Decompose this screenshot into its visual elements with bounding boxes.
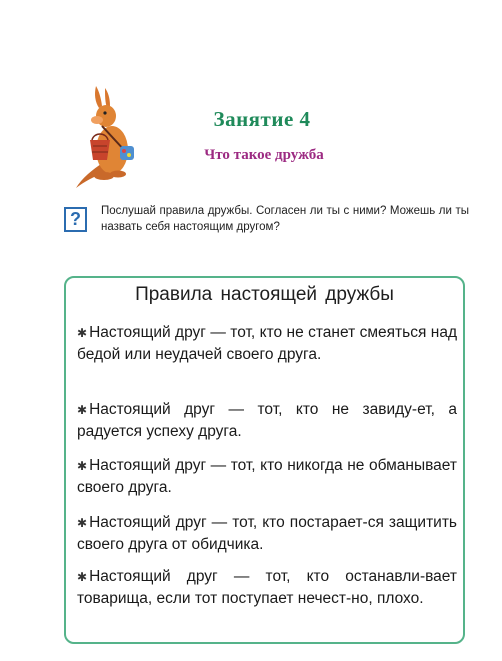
rule-item (77, 455, 457, 499)
lesson-subtitle: Что такое дружба (204, 147, 324, 163)
rule-text: Настоящий друг — тот, кто постарает-ся защитить своего друга от обидчика. (77, 514, 457, 553)
rule-text: Настоящий друг — тот, кто не завиду-ет, а радуется успеху друга. (77, 401, 457, 440)
kangaroo-illustration (74, 84, 138, 190)
rule-text: Настоящий друг — тот, кто никогда не обманывает своего друга. (77, 457, 457, 496)
bullet-star-icon: ✱ (77, 516, 88, 530)
bullet-star-icon: ✱ (77, 403, 88, 417)
rule-text: Настоящий друг — тот, кто останавли-вает товарища, если тот поступает нечест-но, плохо. (77, 568, 457, 607)
question-icon: ? (64, 207, 87, 232)
rule-item (77, 399, 457, 443)
lesson-title: Занятие 4 (213, 107, 311, 131)
rules-title: Правила настоящей дружбы (135, 284, 394, 305)
rule-item (77, 566, 457, 610)
bullet-star-icon: ✱ (77, 459, 88, 473)
rule-item (77, 512, 457, 556)
rules-panel (64, 276, 465, 644)
bullet-star-icon: ✱ (77, 326, 88, 340)
bullet-star-icon: ✱ (77, 570, 88, 584)
intro-text: Послушай правила дружбы. Согласен ли ты с ними? Можешь ли ты назвать себя настоящим другом? (101, 205, 469, 233)
rule-text: Настоящий друг — тот, кто не станет смеяться над бедой или неудачей своего друга. (77, 324, 457, 363)
rule-item (77, 322, 457, 366)
